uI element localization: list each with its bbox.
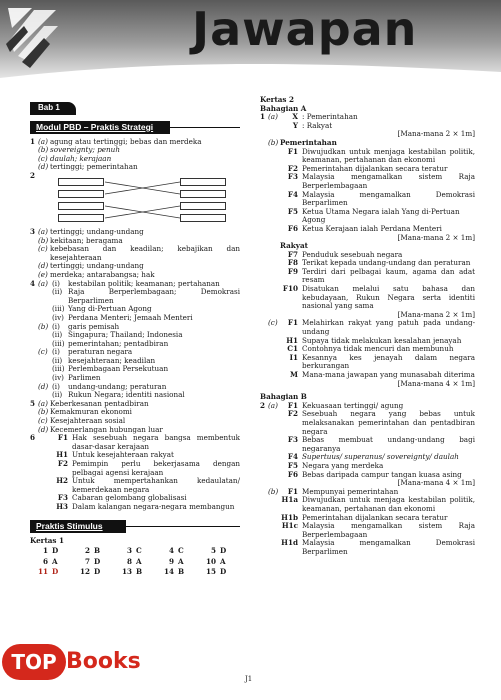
answer-text: : Pemerintahan xyxy=(302,112,358,122)
point-code: F5 xyxy=(287,206,298,216)
section-title-stimulus: Praktis Stimulus xyxy=(36,520,103,531)
answer-text: Parlimen xyxy=(68,373,101,383)
point-code: X xyxy=(292,112,298,122)
answer-text: Terdiri dari pelbagai kaum, agama dan adat resam xyxy=(302,266,475,285)
roman-numeral: (ii) xyxy=(52,287,63,297)
answer-text: Sesebuah negara yang bebas untuk melaksanakan pemerintahan dan pentadbiran negara xyxy=(302,409,475,436)
point-code: H2 xyxy=(56,476,68,486)
header-wave xyxy=(0,56,501,96)
page-title: Jawapan xyxy=(192,2,418,56)
objective-answer: C xyxy=(136,546,142,556)
point-code: Y xyxy=(292,120,298,130)
kertas2-label: Kertas 2 xyxy=(260,95,294,104)
answer-text: Pemerintahan xyxy=(280,137,337,147)
answer-text: kesejahteraan; keadilan xyxy=(68,355,156,365)
sub-letter: (b) xyxy=(38,145,49,155)
roman-numeral: (ii) xyxy=(52,330,63,340)
point-code: F6 xyxy=(287,469,298,479)
objective-answer: B xyxy=(94,546,101,556)
answer-text: Raja Berperlembagaan; Demokrasi Berparlimen xyxy=(68,287,240,305)
sub-letter: (b) xyxy=(268,137,279,147)
answer-text: Pemimpin perlu bekerjasama dengan pelbagai agensi kerajaan xyxy=(72,459,240,477)
answer-text: Kekuasaan tertinggi/ agung xyxy=(302,400,404,410)
answer-row xyxy=(260,522,475,539)
matching-box-right xyxy=(180,214,226,222)
answer-text: Diwujudkan untuk menjaga kestabilan politik, keamanan, pertahanan dan ekonomi xyxy=(302,495,475,513)
sub-letter: (a) xyxy=(268,112,278,122)
section-bar-modul xyxy=(30,121,240,134)
objective-answer: A xyxy=(220,556,226,566)
answer-text: Kesejahteraan sosial xyxy=(50,416,126,426)
objective-question-number: 14 xyxy=(163,567,174,577)
answer-text: Rakyat xyxy=(280,241,308,251)
answer-text: tertinggi; pemerintahan xyxy=(50,162,138,172)
point-code: F3 xyxy=(287,435,298,445)
answer-text: Diwujudkan untuk menjaga kestabilan politik, keamanan, pertahanan dan ekonomi xyxy=(302,146,475,165)
objective-question-number: 6 xyxy=(42,556,48,566)
objective-answer: D xyxy=(94,556,101,566)
answer-row xyxy=(30,434,240,451)
roman-numeral: (ii) xyxy=(52,390,63,400)
matching-box-left xyxy=(58,214,104,222)
question-number: 6 xyxy=(30,433,36,443)
answer-text: sovereignty; penuh xyxy=(50,145,120,155)
sub-letter: (a) xyxy=(268,400,278,410)
matching-box-left xyxy=(58,190,104,198)
sub-letter: (d) xyxy=(38,162,49,172)
answer-row xyxy=(260,436,475,453)
answer-text: Hak sesebuah negara bangsa membentuk dasar-dasar kerajaan xyxy=(72,433,240,451)
chapter-tab: Bab 1 xyxy=(30,102,76,115)
watermark-top: TOP xyxy=(2,644,66,680)
answer-text: Malaysia mengamalkan Demokrasi Berparlimen xyxy=(302,538,475,556)
left-column xyxy=(30,92,240,577)
mark-allocation: [Mana-mana 4 × 1m] xyxy=(397,478,475,488)
sub-letter: (c) xyxy=(38,153,48,163)
sub-letter: (e) xyxy=(38,269,48,279)
answer-text: Kemakmuran ekonomi xyxy=(50,407,132,417)
objective-answer: D xyxy=(94,567,101,577)
mark-allocation: [Mana-mana 4 × 1m] xyxy=(397,378,475,388)
answer-text: Ketua Utama Negara ialah Yang di-Pertuan Agong xyxy=(302,206,460,225)
answer-text: kestabilan politik; keamanan; pertahanan xyxy=(68,278,220,288)
answer-text: Malaysia mengamalkan Demokrasi Berparlimen xyxy=(302,189,475,208)
roman-numeral: (iii) xyxy=(52,304,65,314)
point-code: H3 xyxy=(56,501,68,511)
answer-text: Cabaran gelombang globalisasi xyxy=(72,493,187,503)
sub-letter: (a) xyxy=(38,226,48,236)
point-code: F9 xyxy=(287,266,298,276)
left-answer-list xyxy=(30,138,240,512)
sub-letter: (b) xyxy=(268,486,279,496)
point-code: H1b xyxy=(281,512,298,522)
answer-text: tertinggi; undang-undang xyxy=(50,261,144,271)
objective-question-number: 10 xyxy=(205,556,216,566)
point-code: F6 xyxy=(287,223,298,233)
sub-letter: (b) xyxy=(38,407,49,417)
answer-text: Rukun Negara; identiti nasional xyxy=(68,390,185,400)
answer-text: Malaysia mengamalkan sistem Raja Berperlembagaan xyxy=(302,172,475,190)
answer-text: Keberkesanan pentadbiran xyxy=(50,398,149,408)
mark-allocation: [Mana-mana 2 × 1m] xyxy=(397,309,475,319)
answer-text: : Rakyat xyxy=(302,120,333,130)
answer-row xyxy=(260,539,475,556)
objective-question-number: 5 xyxy=(210,546,216,556)
answer-text: Singapura; Thailand; Indonesia xyxy=(68,330,183,340)
kertas1-label: Kertas 1 xyxy=(30,535,64,545)
answer-row xyxy=(30,172,240,228)
answer-text: pemerintahan; pentadbiran xyxy=(68,338,169,348)
answer-row xyxy=(30,477,240,494)
matching-diagram xyxy=(58,174,240,226)
answer-row xyxy=(30,288,240,305)
answer-row xyxy=(260,208,475,225)
objective-answer: D xyxy=(52,567,59,577)
answer-row xyxy=(260,173,475,190)
objective-question-number: 3 xyxy=(126,546,132,556)
answer-text: Perdana Menteri; Jemaah Menteri xyxy=(68,312,193,322)
point-code: F10 xyxy=(282,284,298,294)
answer-text: Dalam kalangan negara-negara membangun xyxy=(72,501,235,511)
answer-row xyxy=(260,354,475,371)
objective-answer: B xyxy=(136,567,143,577)
answer-text: Contohnya tidak mencuri dan membunuh xyxy=(302,344,454,354)
answer-text: Untuk kesejahteraan rakyat xyxy=(72,450,174,460)
answer-text: Pemerintahan dijalankan secara teratur xyxy=(302,512,448,522)
answer-text: peraturan negara xyxy=(68,347,133,357)
answer-row xyxy=(30,314,240,323)
objective-answer: D xyxy=(220,546,227,556)
section-bar-stimulus xyxy=(30,520,240,533)
objective-question-number: 11 xyxy=(37,567,48,577)
answer-text: Kesannya kes jenayah dalam negara berkurangan xyxy=(302,352,475,371)
answer-row xyxy=(30,460,240,477)
sub-letter: (c) xyxy=(38,347,48,357)
objective-answer: C xyxy=(178,546,184,556)
objective-question-number: 1 xyxy=(42,546,48,556)
answer-text: Perlembagaan Persekutuan xyxy=(68,364,169,374)
matching-box-right xyxy=(180,178,226,186)
question-number: 1 xyxy=(30,136,36,146)
question-number: 5 xyxy=(30,398,36,408)
answer-text: kekitaan; beragama xyxy=(50,235,123,245)
point-code: M xyxy=(290,370,298,379)
point-code: F5 xyxy=(287,460,298,470)
answer-row xyxy=(260,268,475,285)
answer-row xyxy=(260,496,475,513)
point-code: F1 xyxy=(287,146,298,156)
point-code: C1 xyxy=(287,344,298,354)
roman-numeral: (ii) xyxy=(52,355,63,365)
point-code: F3 xyxy=(57,493,68,503)
roman-numeral: (iii) xyxy=(52,364,65,374)
answer-text: Mana-mana jawapan yang munasabah diterima xyxy=(302,370,475,379)
answer-text: Disatukan melalui satu bahasa dan kebudayaan, Rukun Negara serta identiti nasional yang sama xyxy=(302,284,475,311)
answer-text: Yang di-Pertuan Agong xyxy=(68,304,152,314)
objective-question-number: 13 xyxy=(121,567,132,577)
kertas1-answer-grid xyxy=(36,547,240,577)
point-code: F1 xyxy=(287,400,298,410)
answer-text: Penduduk sesebuah negara xyxy=(302,249,403,259)
right-column xyxy=(260,92,475,556)
objective-question-number: 15 xyxy=(205,567,216,577)
matching-box-left xyxy=(58,202,104,210)
point-code: F2 xyxy=(57,459,68,468)
answer-text: Mempunyai pemerintahan xyxy=(302,486,399,496)
point-code: H1a xyxy=(281,495,298,505)
objective-answer: A xyxy=(136,556,142,566)
section-title-modul: Modul PBD – Praktis Strategi xyxy=(36,121,154,132)
matching-box-right xyxy=(180,202,226,210)
objective-answer: D xyxy=(220,567,227,577)
answer-text: Negara yang merdeka xyxy=(302,460,384,470)
answer-row xyxy=(30,340,240,349)
answer-text: Bebas membuat undang-undang bagi negaranya xyxy=(302,435,475,453)
right-answer-list xyxy=(260,113,475,556)
sub-letter: (d) xyxy=(38,261,49,271)
sub-letter: (b) xyxy=(38,235,49,245)
point-code: H1d xyxy=(281,538,298,548)
question-number: 3 xyxy=(30,226,36,236)
question-number: 1 xyxy=(260,112,266,122)
objective-question-number: 4 xyxy=(168,546,174,556)
sub-letter: (c) xyxy=(38,244,48,254)
roman-numeral: (i) xyxy=(52,321,60,331)
header-banner xyxy=(0,0,501,92)
point-code: F7 xyxy=(287,249,298,259)
roman-numeral: (i) xyxy=(52,278,60,288)
objective-answer: B xyxy=(178,567,185,577)
point-code: F1 xyxy=(287,486,298,496)
answer-text: Malaysia mengamalkan sistem Raja Berperlembagaan xyxy=(302,521,475,539)
objective-question-number: 12 xyxy=(79,567,90,577)
answer-row xyxy=(30,503,240,512)
roman-numeral: (i) xyxy=(52,381,60,391)
answer-row xyxy=(30,245,240,262)
objective-question-number: 7 xyxy=(84,556,90,566)
mark-allocation: [Mana-mana 2 × 1m] xyxy=(397,129,475,139)
point-code: F4 xyxy=(287,189,298,199)
objective-question-number: 2 xyxy=(84,546,90,556)
answer-text: Ketua Kerajaan ialah Perdana Menteri xyxy=(302,223,442,233)
sub-letter: (c) xyxy=(268,318,278,328)
page-number: J1 xyxy=(245,675,253,683)
answer-text: Terikat kepada undang-undang dan peraturan xyxy=(302,258,471,268)
roman-numeral: (iii) xyxy=(52,338,65,348)
objective-answer: D xyxy=(52,546,59,556)
answer-text: Untuk mempertahankan kedaulatan/ kemerdekaan negara xyxy=(72,476,240,494)
answer-text: tertinggi; undang-undang xyxy=(50,226,144,236)
sub-letter: (d) xyxy=(38,424,49,434)
answer-text: garis pemisah xyxy=(68,321,120,331)
point-code: F8 xyxy=(287,258,298,268)
point-code: F1 xyxy=(287,318,298,328)
matching-box-left xyxy=(58,178,104,186)
answer-row xyxy=(260,285,475,311)
answer-row xyxy=(260,148,475,165)
answer-row xyxy=(30,163,240,172)
roman-numeral: (iv) xyxy=(52,312,64,322)
objective-answer: A xyxy=(52,556,58,566)
objective-question-number: 9 xyxy=(168,556,174,566)
answer-text: Melahirkan rakyat yang patuh pada undang-undang xyxy=(302,318,475,337)
roman-numeral: (iv) xyxy=(52,373,64,383)
bahagian-a-label: Bahagian A xyxy=(260,103,307,113)
mark-allocation: [Mana-mana 2 × 1m] xyxy=(397,232,475,242)
point-code: F1 xyxy=(57,433,68,443)
answer-text: Supaya tidak melakukan kesalahan jenayah xyxy=(302,335,462,345)
answer-row xyxy=(260,410,475,436)
question-number: 4 xyxy=(30,278,36,288)
answer-row xyxy=(260,319,475,336)
roman-numeral: (i) xyxy=(52,347,60,357)
sub-letter: (a) xyxy=(38,278,48,288)
objective-question-number: 8 xyxy=(126,556,132,566)
sub-letter: (c) xyxy=(38,416,48,426)
point-code: H1 xyxy=(286,335,298,345)
question-number: 2 xyxy=(30,170,36,180)
answer-text: Kecemerlangan hubungan luar xyxy=(50,424,163,434)
sub-letter: (d) xyxy=(38,381,49,391)
point-code: F3 xyxy=(287,172,298,182)
point-code: F4 xyxy=(287,452,298,462)
answer-text: merdeka; antarabangsa; hak xyxy=(50,269,155,279)
point-code: I1 xyxy=(289,352,298,362)
answer-text: undang-undang; peraturan xyxy=(68,381,167,391)
point-code: H1c xyxy=(281,521,298,531)
matching-box-right xyxy=(180,190,226,198)
answer-text: kebebasan dan keadilan; kebajikan dan kesejahteraan xyxy=(50,244,240,262)
answer-row xyxy=(260,191,475,208)
sub-letter: (a) xyxy=(38,136,48,146)
question-number: 2 xyxy=(260,400,266,410)
section-subheading: Bahagian B xyxy=(260,392,307,402)
answer-text: Pemerintahan dijalankan secara teratur xyxy=(302,163,448,173)
answer-text: Bebas daripada campur tangan kuasa asing xyxy=(302,469,462,479)
point-code: H1 xyxy=(56,450,68,460)
sub-letter: (a) xyxy=(38,398,48,408)
answer-text: Supertuus/ superanus/ sovereignty/ daulah xyxy=(302,452,459,462)
point-code: F2 xyxy=(287,409,298,419)
answer-text: agung atau tertinggi; bebas dan merdeka xyxy=(50,136,202,146)
watermark-books: Books xyxy=(66,649,141,674)
objective-answer: A xyxy=(178,556,184,566)
sub-letter: (b) xyxy=(38,321,49,331)
answer-text: daulah; kerajaan xyxy=(50,153,112,163)
point-code: F2 xyxy=(287,163,298,173)
